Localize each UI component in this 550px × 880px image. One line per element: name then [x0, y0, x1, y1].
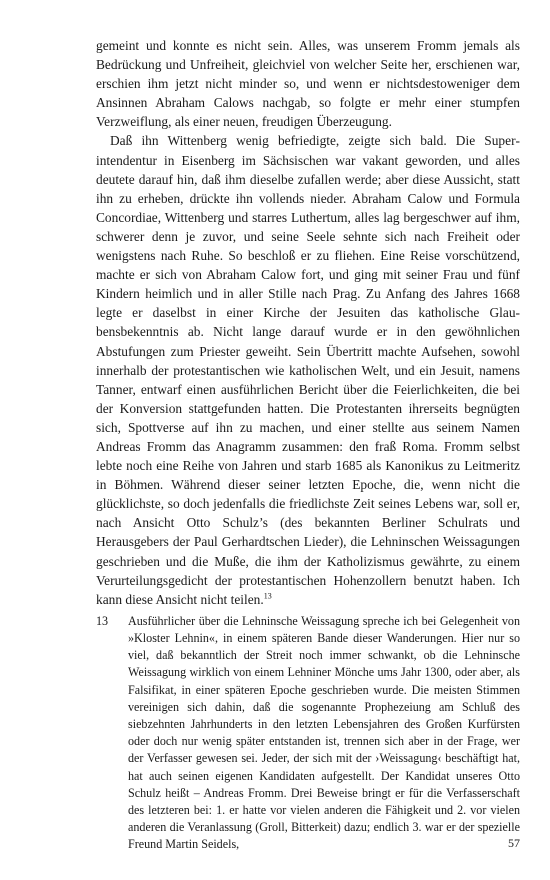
footnote: [96, 613, 520, 854]
page-content: [96, 36, 520, 854]
footnote-number: 13: [96, 613, 109, 628]
footnote-reference[interactable]: 13: [263, 591, 272, 601]
paragraph-text: Daß ihn Wittenberg wenig befriedigte, zeigte sich bald. Die Superintendentur in Eisenberg im Sächsischen war vakant geworden, und alles deutete darauf hin, daß ihm dieselbe zufallen werde; aber diese Aussicht, statt ihn zu erheben, drückte ihn vollends nieder. Abraham Calow und Formula Concordiae, Wittenberg und starres Luthertum, alles lag bergeschwer auf ihm, schwerer denn je zuvor, und seine Seele sehnte sich nach Freiheit oder wenigstens nach Ruhe. So beschloß er zu fliehen. Eine Reise vorschützend, machte er sich von Abraham Calow fort, und ging mit seiner Frau und fünf Kindern heimlich und in aller Stille nach Prag. Zu Anfang des Jahres 1668 legte er daselbst in einer Kirche der Jesuiten das katholische Glaubensbekenntnis ab. Nicht lange darauf wurde er in den gewöhnlichen Abstufungen zum Priester geweiht. Sein Übertritt machte Aufsehen, sowohl innerhalb der protestantischen wie katholischen Welt, und ein Jesuit, namens Tanner, entwarf einen ausführlichen Bericht über die Feierlichkeiten, die bei der Konversion stattgefunden hatten. Die Protestanten ihrerseits begnügten sich, Spottverse auf ihn zu machen, und einer stellte aus seinem Namen Andreas Fromm das Anagramm zusammen: den fraß Roma. Fromm selbst lebte noch eine Reihe von Jahren und starb 1685 als Kanonikus zu Leitmeritz in Böhmen. Während dieser seiner letzten Epoche, die, wenn nicht die glücklichste, so doch jedenfalls die friedlichste Zeit seines Lebens war, soll er, nach Ansicht Otto Schulz’s (des bekannten Berliner Schulrats und Herausgebers der Paul Gerhardtschen Lieder), die Lehninschen Weissagungen geschrieben und die Muße, die ihm der Katholizismus gewährte, zu einem Verurteilungsgedicht der protestantischen Hohenzollern benutzt haben. Ich kann diese Ansicht nicht teilen.: [96, 133, 520, 607]
body-text: [96, 36, 520, 609]
page-number: 57: [508, 836, 520, 850]
paragraph: [96, 131, 520, 608]
paragraph: gemeint und konnte es nicht sein. Alles, was unserem Fromm jemals als Bedrückung und Unfreiheit, gleichviel von welcher Seite her, erschienen war, erschien ihm jetzt nicht minder so, und wenn er nichtsdestoweniger dem Ansinnen Abraham Calows nachgab, so folgte er mehr einer stumpfen Verzweiflung, als einer neuen, freudigen Überzeugung.: [96, 38, 520, 130]
footnote-text: Ausführlicher über die Lehninsche Weissagung spreche ich bei Gelegenheit von »Kloster Lehnin«, in einem späteren Bande dieser Wanderungen. Hier nur so viel, daß bekanntlich der Streit noch immer schwankt, ob die Lehninsche Weissagung wirklich von einem Lehniner Mönche ums Jahr 1300, oder aber, als Falsifikat, in einer späteren Epoche geschrieben wurde. Die meisten Stimmen vereinigen sich dahin, daß die sogenannte Prophezeiung am Schluß des siebzehnten Jahrhunderts in den letzten Lebensjahren des Großen Kurfürsten oder doch nur wenig später entstanden ist, trennen sich aber in der Frage, wer der Verfasser gewesen sei. Jeder, der sich mit der ›Weissagung‹ beschäftigt hat, hat auch seinen eigenen Kandidaten aufgestellt. Der Kandidat unseres Otto Schulz heißt – Andreas Fromm. Drei Beweise bringt er für die Verfasserschaft des letzteren bei: 1. er hatte vor vielen anderen die Fähigkeit und 2. vor vielen anderen die Veranlassung (Groll, Bitterkeit) dazu; endlich 3. war er der spezielle Freund Martin Seidels,: [128, 613, 520, 852]
